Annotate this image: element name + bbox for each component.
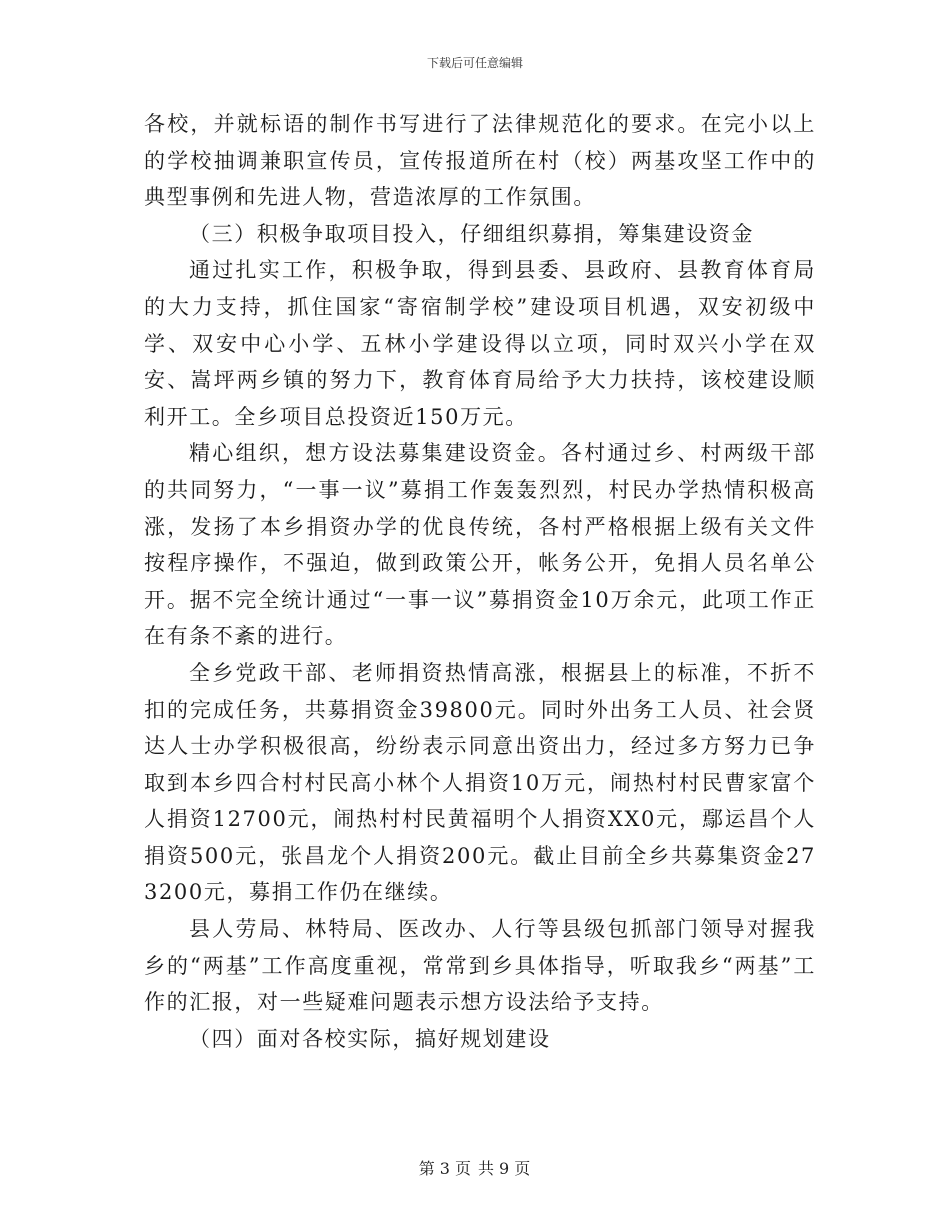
paragraph: 通过扎实工作，积极争取，得到县委、县政府、县教育体育局的大力支持，抓住国家“寄宿制学校”建设项目机遇，双安初级中学、双安中心小学、五林小学建设得以立项，同时双兴小学在双安、嵩坪两乡镇的努力下，教育体育局给予大力扶持，该校建设顺利开工。全乡项目总投资近150万元。 (144, 258, 816, 429)
document-body (144, 106, 816, 1057)
current-page-number: 3 (439, 1159, 451, 1178)
footer-suffix: 页 (514, 1159, 532, 1178)
paragraph: 全乡党政干部、老师捐资热情高涨，根据县上的标准，不折不扣的完成任务，共募捐资金39800元。同时外出务工人员、社会贤达人士办学积极很高，纷纷表示同意出资出力，经过多方努力已争取到本乡四合村村民高小林个人捐资10万元，闹热村村民曹家富个人捐资12700元，闹热村村民黄福明个人捐资XX0元，鄢运昌个人捐资500元，张昌龙个人捐资200元。截止目前全乡共募集资金273200元，募捐工作仍在继续。 (144, 660, 816, 905)
footer-middle: 页 共 (454, 1159, 496, 1178)
section-heading: （三）积极争取项目投入，仔细组织募捐，筹集建设资金 (189, 221, 754, 246)
paragraph: 县人劳局、林特局、医改办、人行等县级包抓部门领导对握我乡的“两基”工作高度重视，常常到乡具体指导，听取我乡“两基”工作的汇报，对一些疑难问题表示想方设法给予支持。 (144, 917, 816, 1015)
footer-prefix: 第 (418, 1159, 436, 1178)
section-heading: （四）面对各校实际，搞好规划建设 (189, 1026, 551, 1051)
paragraph: 各校，并就标语的制作书写进行了法律规范化的要求。在完小以上的学校抽调兼职宣传员，宣传报道所在村（校）两基攻坚工作中的典型事例和先进人物，营造浓厚的工作氛围。 (144, 112, 816, 210)
header-note: 下载后可任意编辑 (426, 56, 523, 70)
page-footer (0, 1156, 950, 1179)
paragraph: 精心组织，想方设法募集建设资金。各村通过乡、村两级干部的共同努力，“一事一议”募捐工作轰轰烈烈，村民办学热情积极高涨，发扬了本乡捐资办学的优良传统，各村严格根据上级有关文件按程序操作，不强迫，做到政策公开，帐务公开，免捐人员名单公开。据不完全统计通过“一事一议”募捐资金10万余元，此项工作正在有条不紊的进行。 (144, 441, 816, 649)
total-pages-number: 9 (499, 1159, 511, 1178)
